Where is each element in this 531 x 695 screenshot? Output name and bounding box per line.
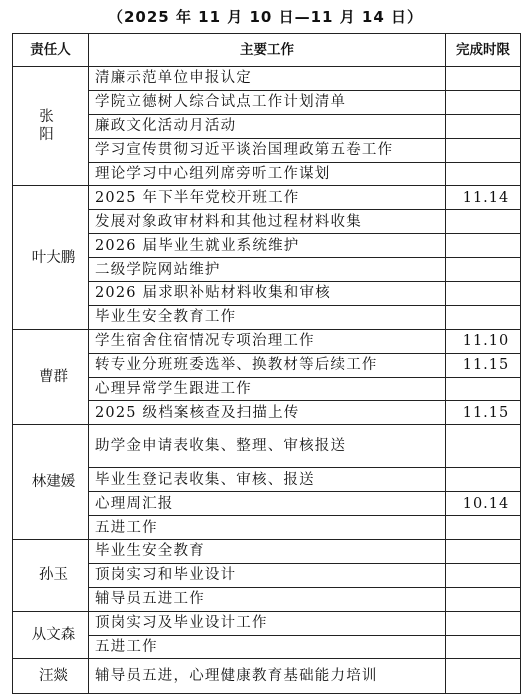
table-row (13, 516, 521, 540)
task-cell: 毕业生安全教育工作 (89, 305, 446, 329)
table-row (13, 587, 521, 611)
task-cell: 学生宿舍住宿情况专项治理工作 (89, 329, 446, 353)
table-row (13, 377, 521, 401)
deadline-cell (446, 258, 521, 282)
task-cell: 理论学习中心组列席旁听工作谋划 (89, 162, 446, 186)
table-row (13, 401, 521, 425)
responsible-person-cell: 汪燚 (13, 659, 89, 694)
deadline-cell (446, 210, 521, 234)
task-cell: 心理异常学生跟进工作 (89, 377, 446, 401)
table-row (13, 210, 521, 234)
table-row (13, 234, 521, 258)
table-row (13, 114, 521, 138)
deadline-cell: 10.14 (446, 492, 521, 516)
table-row (13, 138, 521, 162)
header-task: 主要工作 (89, 34, 446, 67)
table-row (13, 90, 521, 114)
task-cell: 辅导员五进工作 (89, 587, 446, 611)
deadline-cell (446, 468, 521, 492)
task-cell: 毕业生登记表收集、审核、报送 (89, 468, 446, 492)
task-cell: 转专业分班班委选举、换教材等后续工作 (89, 353, 446, 377)
responsible-person-cell: 曹群 (13, 329, 89, 425)
deadline-cell (446, 635, 521, 659)
task-cell: 顶岗实习及毕业设计工作 (89, 611, 446, 635)
header-person: 责任人 (13, 34, 89, 67)
table-row (13, 305, 521, 329)
task-cell: 廉政文化活动月活动 (89, 114, 446, 138)
table-row (13, 67, 521, 91)
responsible-person-cell: 张 阳 (13, 67, 89, 186)
task-cell: 二级学院网站维护 (89, 258, 446, 282)
table-row (13, 492, 521, 516)
deadline-cell (446, 611, 521, 635)
table-row (13, 329, 521, 353)
deadline-cell (446, 282, 521, 306)
task-cell: 毕业生安全教育 (89, 540, 446, 564)
table-header-row (13, 34, 521, 67)
task-cell: 五进工作 (89, 635, 446, 659)
deadline-cell (446, 305, 521, 329)
table-row (13, 353, 521, 377)
deadline-cell (446, 540, 521, 564)
table-row (13, 659, 521, 694)
deadline-cell (446, 563, 521, 587)
table-row (13, 162, 521, 186)
table-row (13, 468, 521, 492)
task-cell: 发展对象政审材料和其他过程材料收集 (89, 210, 446, 234)
task-cell: 2025 年下半年党校开班工作 (89, 186, 446, 210)
deadline-cell (446, 90, 521, 114)
table-body (13, 67, 521, 694)
deadline-cell (446, 114, 521, 138)
table-row (13, 611, 521, 635)
task-cell: 助学金申请表收集、整理、审核报送 (89, 425, 446, 468)
deadline-cell: 11.15 (446, 353, 521, 377)
header-deadline: 完成时限 (446, 34, 521, 67)
task-cell: 2026 届毕业生就业系统维护 (89, 234, 446, 258)
responsible-person-cell: 孙玉 (13, 540, 89, 612)
task-cell: 学院立德树人综合试点工作计划清单 (89, 90, 446, 114)
work-schedule-table (12, 33, 521, 694)
task-cell: 2025 级档案核查及扫描上传 (89, 401, 446, 425)
deadline-cell: 11.14 (446, 186, 521, 210)
document-subtitle: （2025 年 11 月 10 日—11 月 14 日） (107, 8, 424, 26)
table-row (13, 186, 521, 210)
table-row (13, 635, 521, 659)
deadline-cell (446, 425, 521, 468)
task-cell: 心理周汇报 (89, 492, 446, 516)
deadline-cell (446, 234, 521, 258)
responsible-person-cell: 林建媛 (13, 425, 89, 540)
task-cell: 顶岗实习和毕业设计 (89, 563, 446, 587)
deadline-cell (446, 659, 521, 694)
responsible-person-cell: 叶大鹏 (13, 186, 89, 329)
task-cell: 辅导员五进，心理健康教育基础能力培训 (89, 659, 446, 694)
table-row (13, 425, 521, 468)
responsible-person-cell: 从文森 (13, 611, 89, 659)
deadline-cell: 11.15 (446, 401, 521, 425)
deadline-cell (446, 162, 521, 186)
deadline-cell (446, 138, 521, 162)
task-cell: 清廉示范单位申报认定 (89, 67, 446, 91)
table-row (13, 282, 521, 306)
table-row (13, 258, 521, 282)
table-row (13, 540, 521, 564)
task-cell: 2026 届求职补贴材料收集和审核 (89, 282, 446, 306)
deadline-cell (446, 516, 521, 540)
task-cell: 学习宣传贯彻习近平谈治国理政第五卷工作 (89, 138, 446, 162)
deadline-cell: 11.10 (446, 329, 521, 353)
deadline-cell (446, 377, 521, 401)
deadline-cell (446, 67, 521, 91)
task-cell: 五进工作 (89, 516, 446, 540)
deadline-cell (446, 587, 521, 611)
table-row (13, 563, 521, 587)
